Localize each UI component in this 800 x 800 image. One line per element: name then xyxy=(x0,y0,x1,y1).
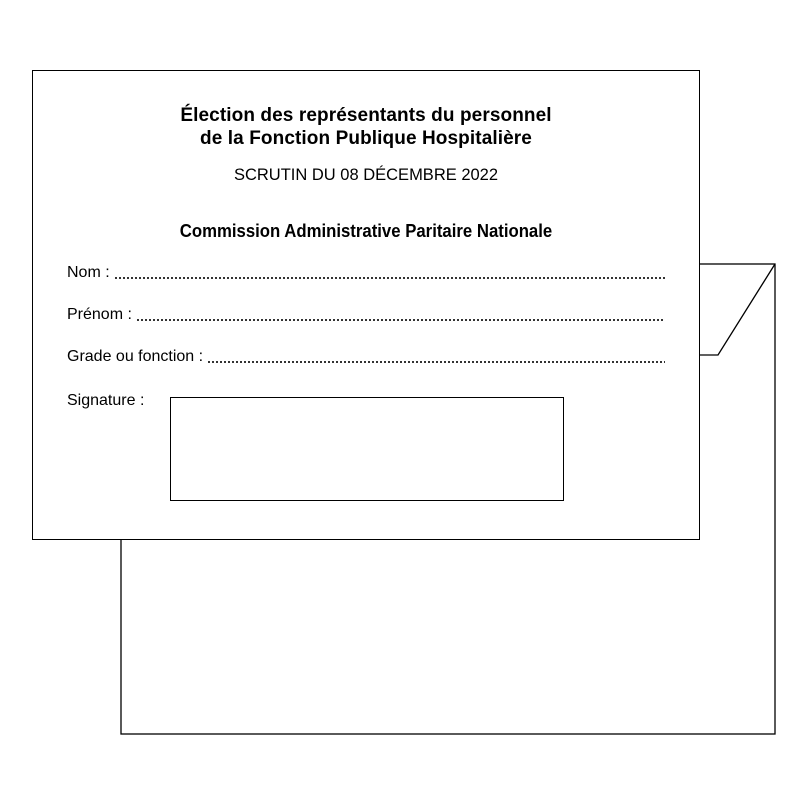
ballot-title-line2: de la Fonction Publique Hospitalière xyxy=(200,128,532,149)
prenom-label: Prénom : xyxy=(67,306,132,323)
commission-name: Commission Administrative Paritaire Nationale xyxy=(179,221,553,241)
prenom-dotted-line xyxy=(136,319,665,321)
signature-box[interactable] xyxy=(170,397,564,501)
ballot-title xyxy=(33,104,699,150)
scrutin-date: SCRUTIN DU 08 DÉCEMBRE 2022 xyxy=(233,166,499,184)
ballot-title-line1: Élection des représentants du personnel xyxy=(180,105,552,126)
nom-field[interactable] xyxy=(67,264,665,282)
ballot-card xyxy=(32,70,700,540)
grade-label: Grade ou fonction : xyxy=(67,348,204,365)
nom-dotted-line xyxy=(114,277,665,279)
grade-dotted-line xyxy=(207,361,665,363)
signature-label: Signature : xyxy=(67,392,145,409)
nom-label: Nom : xyxy=(67,264,110,281)
grade-field[interactable] xyxy=(67,348,665,366)
prenom-field[interactable] xyxy=(67,306,665,324)
